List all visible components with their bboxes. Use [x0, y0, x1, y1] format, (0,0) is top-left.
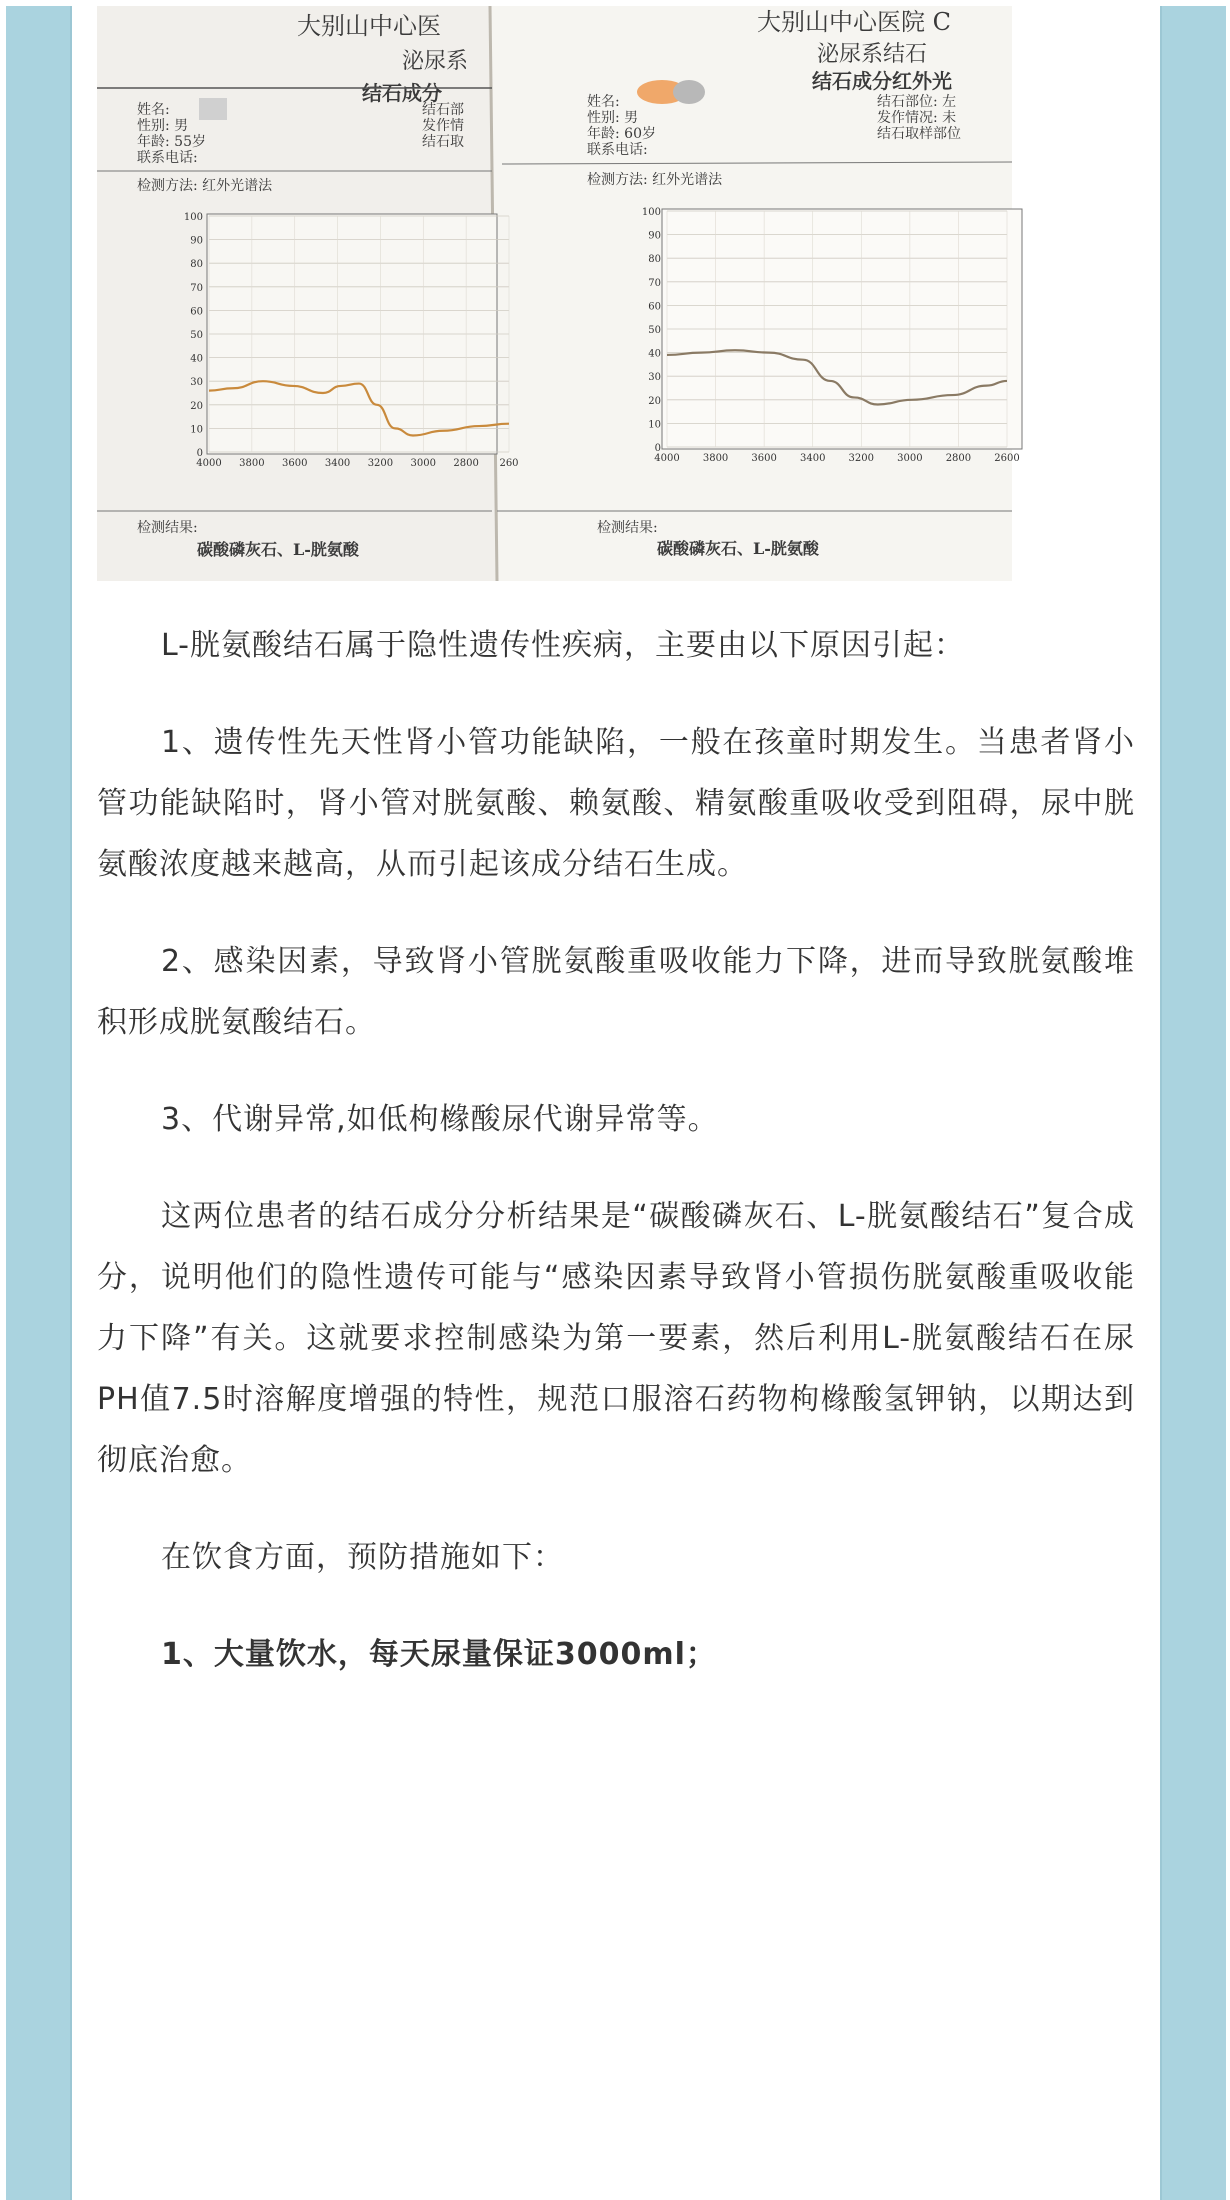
paragraph-cause-1: 1、遗传性先天性肾小管功能缺陷，一般在孩童时期发生。当患者肾小管功能缺陷时，肾小管对胱氨酸、赖氨酸、精氨酸重吸收受到阻碍，尿中胱氨酸浓度越来越高，从而引起该成分结石生成。 — [97, 725, 1135, 882]
left-x-tick-label: 3600 — [281, 458, 308, 469]
left-x-tick-label: 3800 — [239, 458, 265, 469]
left-age-field: 年龄: 55岁 — [137, 134, 206, 150]
left-site-field: 结石部 — [422, 102, 464, 118]
left-y-tick-label: 20 — [190, 400, 203, 412]
article-body — [97, 615, 1135, 1685]
paragraph-cause-3: 3、代谢异常,如低枸橼酸尿代谢异常等。 — [161, 1102, 719, 1137]
right-method: 检测方法: 红外光谱法 — [587, 172, 723, 188]
right-report-title: 结石成分红外光 — [812, 69, 952, 93]
left-x-tick-label: 3400 — [324, 458, 351, 469]
right-y-tick-label: 10 — [648, 419, 661, 431]
left-hospital-name: 大别山中心医 — [297, 12, 441, 40]
paragraph-cause-2: 2、感染因素，导致肾小管胱氨酸重吸收能力下降，进而导致胱氨酸堆积形成胱氨酸结石。 — [97, 944, 1135, 1040]
right-y-tick-label: 70 — [648, 277, 661, 289]
right-frame-border — [1160, 6, 1226, 2200]
left-report-title: 结石成分 — [362, 81, 442, 105]
left-y-tick-label: 100 — [183, 212, 203, 223]
right-y-tick-label: 90 — [648, 230, 661, 242]
right-y-tick-label: 20 — [648, 395, 661, 407]
right-result-label: 检测结果: — [597, 520, 658, 536]
left-y-tick-label: 30 — [190, 377, 203, 389]
left-name-field: 姓名: — [137, 102, 170, 118]
left-name-redaction — [199, 98, 227, 120]
right-name-redaction-grey — [673, 80, 705, 104]
right-onset-field: 发作情况: 未 — [877, 110, 957, 126]
right-y-tick-label: 100 — [641, 207, 661, 218]
left-x-tick-label: 3000 — [410, 458, 437, 469]
right-x-tick-label: 4000 — [654, 453, 680, 464]
right-phone-field: 联系电话: — [587, 142, 648, 158]
paragraph-analysis: 这两位患者的结石成分分析结果是“碳酸磷灰石、L-胱氨酸结石”复合成分，说明他们的隐性遗传可能与“感染因素导致肾小管损伤胱氨酸重吸收能力下降”有关。这就要求控制感染为第一要素，然后利用L-胱氨酸结石在尿PH值7.5时溶解度增强的特性，规范口服溶石药物枸橼酸氢钾钠，以期达到彻底治愈。 — [97, 1199, 1135, 1478]
left-frame-border — [6, 6, 72, 2200]
right-x-tick-label: 3600 — [751, 453, 777, 464]
left-y-tick-label: 10 — [190, 424, 203, 436]
left-x-tick-label: 260 — [499, 458, 519, 469]
left-phone-field: 联系电话: — [137, 150, 198, 166]
right-result: 碳酸磷灰石、L-胱氨酸 — [657, 539, 819, 558]
left-y-tick-label: 50 — [190, 330, 203, 341]
right-x-tick-label: 3200 — [848, 453, 875, 464]
right-hospital-name: 大别山中心医院 C — [757, 8, 951, 36]
right-age-field: 年龄: 60岁 — [587, 126, 656, 142]
left-x-tick-label: 3200 — [367, 458, 394, 469]
article-content — [97, 6, 1135, 1721]
right-sample-field: 结石取样部位 — [877, 126, 961, 142]
right-name-field: 姓名: — [587, 94, 620, 110]
left-department: 泌尿系 — [402, 49, 469, 74]
left-result-label: 检测结果: — [137, 520, 198, 536]
left-sample-field: 结石取 — [422, 134, 464, 150]
right-department: 泌尿系结石 — [817, 42, 928, 67]
right-y-tick-label: 40 — [648, 348, 661, 360]
right-y-tick-label: 60 — [648, 301, 661, 313]
right-y-tick-label: 50 — [648, 325, 661, 336]
right-x-tick-label: 3400 — [799, 453, 826, 464]
right-gender-field: 性别: 男 — [587, 110, 639, 126]
right-x-tick-label: 3000 — [897, 453, 923, 464]
right-site-field: 结石部位: 左 — [877, 94, 957, 110]
stone-report-photo — [97, 6, 1020, 581]
right-x-tick-label: 3800 — [702, 453, 729, 464]
left-y-tick-label: 70 — [190, 282, 203, 294]
left-y-tick-label: 60 — [190, 306, 203, 318]
left-x-tick-label: 4000 — [196, 458, 222, 469]
left-x-tick-label: 2800 — [453, 458, 479, 469]
left-y-tick-label: 80 — [190, 259, 203, 271]
left-y-tick-label: 0 — [196, 448, 203, 459]
right-y-tick-label: 30 — [648, 372, 661, 384]
left-method: 检测方法: 红外光谱法 — [137, 178, 273, 194]
left-onset-field: 发作情 — [422, 118, 464, 134]
right-y-tick-label: 80 — [648, 254, 661, 266]
right-y-tick-label: 0 — [654, 443, 661, 454]
left-result: 碳酸磷灰石、L-胱氨酸 — [197, 540, 359, 559]
left-y-tick-label: 40 — [190, 353, 203, 365]
paragraph-diet-intro: 在饮食方面，预防措施如下： — [161, 1540, 564, 1575]
paragraph-intro: L-胱氨酸结石属于隐性遗传性疾病，主要由以下原因引起： — [161, 628, 966, 663]
left-gender-field: 性别: 男 — [137, 118, 189, 134]
left-y-tick-label: 90 — [190, 235, 203, 247]
paragraph-diet-1: 1、大量饮水，每天尿量保证3000ml； — [161, 1637, 717, 1672]
right-x-tick-label: 2600 — [994, 453, 1020, 464]
right-x-tick-label: 2800 — [945, 453, 972, 464]
